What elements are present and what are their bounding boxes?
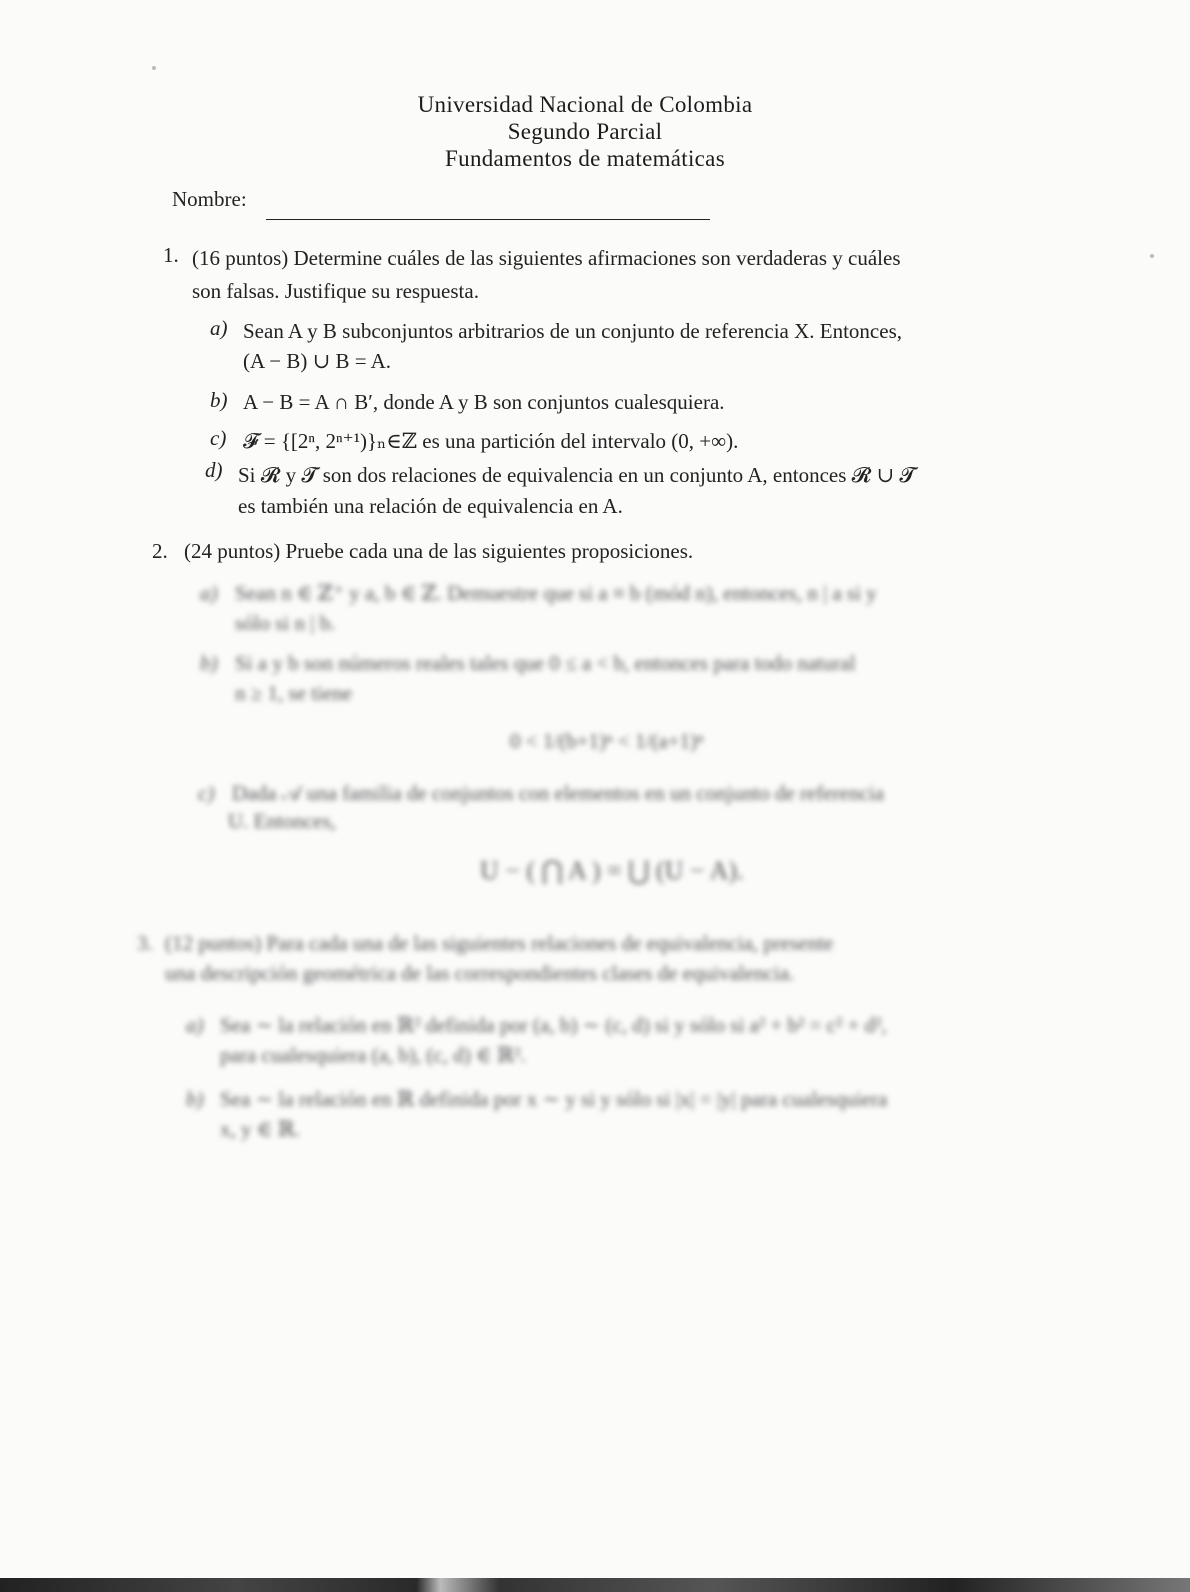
item-label: a) (210, 316, 228, 340)
scan-speck (1150, 254, 1154, 258)
scan-speck (152, 66, 156, 70)
university-name: Universidad Nacional de Colombia (417, 92, 753, 117)
formula: U − ( ⋂ A ) = ⋃ (U − A). (480, 856, 744, 885)
item-text: Si a y b son números reales tales que 0 ≤ a < b, entonces para todo natural (235, 651, 856, 675)
question-text: una descripción geométrica de las correspondientes clases de equivalencia. (165, 961, 795, 985)
name-label: Nombre: (172, 187, 247, 211)
name-field-line[interactable] (266, 219, 710, 220)
item-text: para cualesquiera (a, b), (c, d) ∈ ℝ². (220, 1043, 526, 1067)
item-label: b) (200, 651, 218, 675)
question-number: 1. (163, 243, 179, 267)
item-label: c) (210, 426, 227, 450)
item-text: es también una relación de equivalencia en A. (238, 494, 623, 518)
item-text: sólo si n | b. (235, 611, 336, 635)
item-text: Dada 𝒜 una familia de conjuntos con elementos en un conjunto de referencia (232, 781, 884, 805)
question-text: son falsas. Justifique su respuesta. (192, 279, 479, 303)
course-name: Fundamentos de matemáticas (445, 146, 725, 171)
item-text: 𝓕 = {[2ⁿ, 2ⁿ⁺¹)}ₙ∈ℤ es una partición del intervalo (0, +∞). (243, 429, 739, 453)
item-label: c) (198, 781, 215, 805)
question-text: (24 puntos) Pruebe cada una de las siguientes proposiciones. (184, 539, 694, 563)
question-number: 3. (137, 931, 153, 955)
exam-title: Segundo Parcial (507, 119, 663, 144)
question-text: (12 puntos) Para cada una de las siguientes relaciones de equivalencia, presente (165, 931, 834, 955)
item-label: b) (186, 1087, 204, 1111)
item-text: Sean A y B subconjuntos arbitrarios de un conjunto de referencia X. Entonces, (243, 319, 902, 343)
item-text: Sean n ∈ ℤ⁺ y a, b ∈ ℤ. Demuestre que si a ≡ b (mód n), entonces, n | a si y (235, 581, 877, 605)
formula: 0 < 1/(b+1)ⁿ < 1/(a+1)ⁿ (510, 729, 704, 753)
scan-edge-shadow (0, 1578, 1190, 1592)
item-text: A − B = A ∩ B′, donde A y B son conjuntos cualesquiera. (243, 390, 725, 414)
question-text: (16 puntos) Determine cuáles de las siguientes afirmaciones son verdaderas y cuáles (192, 246, 901, 270)
item-label: a) (186, 1013, 204, 1037)
item-text: n ≥ 1, se tiene (235, 681, 353, 705)
item-text: Si 𝓡 y 𝓣 son dos relaciones de equivalencia en un conjunto A, entonces 𝓡 ∪ 𝓣 (238, 463, 916, 487)
item-label: b) (210, 388, 228, 412)
item-label: d) (205, 458, 223, 482)
item-text: Sea ∼ la relación en ℝ definida por x ∼ y si y sólo si |x| = |y| para cualesquiera (220, 1087, 888, 1111)
question-number: 2. (152, 539, 168, 563)
item-text: (A − B) ∪ B = A. (243, 349, 392, 373)
item-text: Sea ∼ la relación en ℝ² definida por (a, b) ∼ (c, d) si y sólo si a² + b² = c² + d², (220, 1013, 887, 1037)
item-text: U. Entonces, (228, 809, 336, 833)
item-text: x, y ∈ ℝ. (220, 1117, 301, 1141)
item-label: a) (200, 581, 218, 605)
